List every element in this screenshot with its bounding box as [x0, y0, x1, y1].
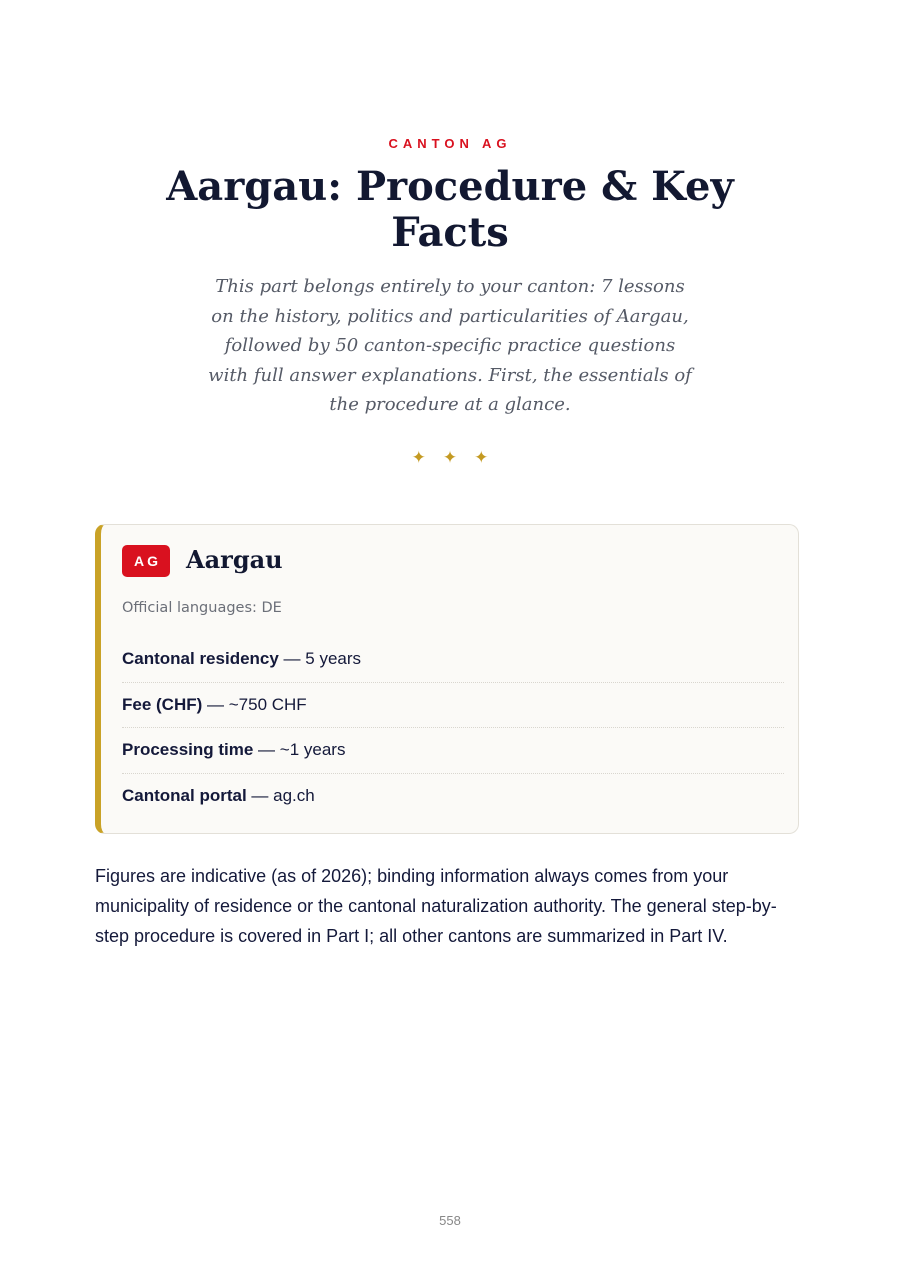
fact-value: ag.ch: [273, 785, 315, 805]
fact-value: ~1 years: [279, 740, 346, 759]
fact-separator: —: [246, 785, 274, 805]
section-eyebrow: CANTON AG: [388, 136, 512, 151]
canton-name: Aargau: [186, 545, 283, 574]
fact-separator: —: [202, 694, 229, 714]
official-languages: Official languages: DE: [122, 600, 282, 616]
facts-list: [122, 637, 784, 819]
fact-label: Fee (CHF): [122, 694, 203, 714]
fact-label: Cantonal portal: [122, 785, 247, 805]
fact-row-fee: [122, 683, 784, 729]
fact-label: Processing time: [122, 740, 254, 759]
fact-value: ~750 CHF: [228, 694, 307, 714]
canton-facts-card: [95, 524, 799, 834]
fact-row-portal: [122, 774, 784, 820]
fact-row-processing-time: [122, 728, 784, 774]
fact-separator: —: [253, 740, 280, 759]
footnote-paragraph: Figures are indicative (as of 2026); binding information always comes from your municipality of residence or the cantonal naturalization authority. The general step-by-step procedure is covered in Part I; all other cantons are summarized in Part IV.: [95, 866, 777, 946]
fact-separator: —: [278, 649, 306, 668]
fact-value: 5 years: [305, 649, 362, 668]
fact-label: Cantonal residency: [122, 649, 279, 668]
star-divider-icon: ✦✦✦: [411, 448, 506, 468]
page-number: 558: [439, 1213, 461, 1228]
canton-badge: AG: [122, 545, 170, 577]
fact-row-residency: [122, 637, 784, 683]
page-subtitle: This part belongs entirely to your canton: 7 lessons on the history, politics and particularities of Aargau, followed by 50 canton-specific practice questions with full answer explanations. First, the essentials of the procedure at a glance.: [208, 276, 692, 415]
page-title: Aargau: Procedure & Key Facts: [166, 163, 734, 256]
